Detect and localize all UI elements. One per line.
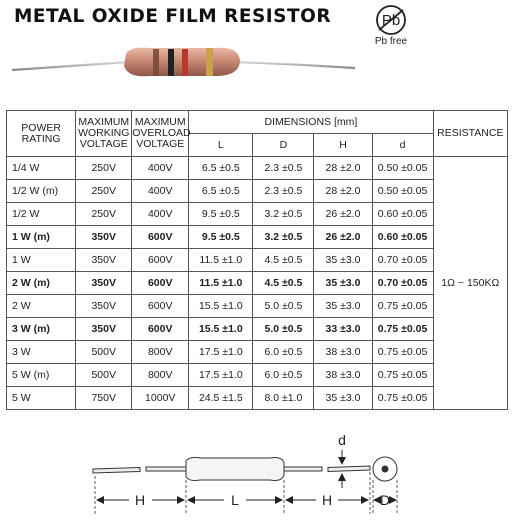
header-dimensions: DIMENSIONS [mm]	[189, 111, 433, 134]
dim-H-cell: 35 ±3.0	[314, 249, 372, 272]
table-row	[7, 341, 508, 364]
dim-H-cell: 38 ±3.0	[314, 364, 372, 387]
table-row	[7, 364, 508, 387]
dim-L-cell: 9.5 ±0.5	[189, 226, 253, 249]
dim-D-cell: 6.0 ±0.5	[253, 341, 314, 364]
label-d: d	[338, 432, 346, 448]
table-row	[7, 318, 508, 341]
working-voltage-cell: 350V	[76, 226, 132, 249]
dim-D-cell: 5.0 ±0.5	[253, 295, 314, 318]
power-rating-cell: 1 W (m)	[7, 226, 76, 249]
working-voltage-cell: 250V	[76, 157, 132, 180]
overload-voltage-cell: 400V	[132, 180, 189, 203]
dimension-drawing	[0, 430, 515, 527]
dim-H-cell: 28 ±2.0	[314, 157, 372, 180]
pb-symbol: Pb	[381, 12, 401, 29]
table-row	[7, 387, 508, 410]
dim-D-cell: 3.2 ±0.5	[253, 203, 314, 226]
dim-D-cell: 4.5 ±0.5	[253, 249, 314, 272]
overload-voltage-cell: 800V	[132, 364, 189, 387]
dim-L-cell: 11.5 ±1.0	[189, 249, 253, 272]
dim-D-cell: 2.3 ±0.5	[253, 157, 314, 180]
dim-H-cell: 35 ±3.0	[314, 295, 372, 318]
working-voltage-cell: 350V	[76, 295, 132, 318]
dim-d-cell: 0.70 ±0.05	[372, 249, 433, 272]
dim-d-cell: 0.75 ±0.05	[372, 341, 433, 364]
overload-voltage-cell: 600V	[132, 318, 189, 341]
dim-H-cell: 28 ±2.0	[314, 180, 372, 203]
header-resistance: RESISTANCE	[433, 111, 507, 157]
dim-L-cell: 6.5 ±0.5	[189, 157, 253, 180]
table-row	[7, 203, 508, 226]
dim-d-cell: 0.50 ±0.05	[372, 180, 433, 203]
header-power-rating-text: POWER RATING	[21, 121, 61, 145]
power-rating-cell: 1/4 W	[7, 157, 76, 180]
power-rating-cell: 1/2 W	[7, 203, 76, 226]
header-max-working-voltage-text: MAXIMUM WORKING VOLTAGE	[78, 116, 130, 150]
header-max-working-voltage	[76, 111, 132, 157]
header-power-rating	[7, 111, 76, 157]
table-row	[7, 226, 508, 249]
working-voltage-cell: 500V	[76, 341, 132, 364]
power-rating-cell: 2 W (m)	[7, 272, 76, 295]
working-voltage-cell: 350V	[76, 249, 132, 272]
dim-L-cell: 15.5 ±1.0	[189, 295, 253, 318]
header-max-overload-voltage	[132, 111, 189, 157]
label-H-left: H	[134, 492, 146, 508]
pb-free-caption: Pb free	[374, 36, 408, 47]
dim-L-cell: 24.5 ±1.5	[189, 387, 253, 410]
dim-H-cell: 26 ±2.0	[314, 203, 372, 226]
header-dim-H: H	[314, 134, 372, 157]
overload-voltage-cell: 400V	[132, 203, 189, 226]
power-rating-cell: 3 W	[7, 341, 76, 364]
page-title: METAL OXIDE FILM RESISTOR	[14, 6, 332, 27]
power-rating-cell: 5 W	[7, 387, 76, 410]
overload-voltage-cell: 600V	[132, 249, 189, 272]
specifications-table-body	[7, 157, 508, 410]
dim-H-cell: 33 ±3.0	[314, 318, 372, 341]
table-row	[7, 249, 508, 272]
overload-voltage-cell: 600V	[132, 272, 189, 295]
power-rating-cell: 1 W	[7, 249, 76, 272]
dim-D-cell: 4.5 ±0.5	[253, 272, 314, 295]
dim-H-cell: 26 ±2.0	[314, 226, 372, 249]
dim-d-cell: 0.70 ±0.05	[372, 272, 433, 295]
header-max-overload-voltage-text: MAXIMUM OVERLOAD VOLTAGE	[132, 116, 191, 150]
overload-voltage-cell: 600V	[132, 295, 189, 318]
power-rating-cell: 2 W	[7, 295, 76, 318]
working-voltage-cell: 250V	[76, 203, 132, 226]
working-voltage-cell: 350V	[76, 272, 132, 295]
dim-d-cell: 0.60 ±0.05	[372, 226, 433, 249]
header-dim-d: d	[372, 134, 433, 157]
dim-L-cell: 17.5 ±1.0	[189, 341, 253, 364]
header-dim-D: D	[253, 134, 314, 157]
dim-d-cell: 0.50 ±0.05	[372, 157, 433, 180]
power-rating-cell: 1/2 W (m)	[7, 180, 76, 203]
dim-L-cell: 15.5 ±1.0	[189, 318, 253, 341]
dim-D-cell: 8.0 ±1.0	[253, 387, 314, 410]
dim-D-cell: 2.3 ±0.5	[253, 180, 314, 203]
dim-D-cell: 6.0 ±0.5	[253, 364, 314, 387]
working-voltage-cell: 350V	[76, 318, 132, 341]
overload-voltage-cell: 400V	[132, 157, 189, 180]
dim-d-cell: 0.75 ±0.05	[372, 364, 433, 387]
resistor-photo	[10, 40, 360, 105]
dim-L-cell: 6.5 ±0.5	[189, 180, 253, 203]
table-row	[7, 157, 508, 180]
working-voltage-cell: 250V	[76, 180, 132, 203]
dim-H-cell: 35 ±3.0	[314, 387, 372, 410]
resistance-range-cell: 1Ω ~ 150KΩ	[433, 157, 507, 410]
table-row	[7, 272, 508, 295]
dim-L-cell: 9.5 ±0.5	[189, 203, 253, 226]
dim-d-cell: 0.60 ±0.05	[372, 203, 433, 226]
dim-d-cell: 0.75 ±0.05	[372, 387, 433, 410]
pb-free-logo	[366, 4, 416, 52]
overload-voltage-cell: 1000V	[132, 387, 189, 410]
label-L: L	[231, 492, 239, 508]
label-H-right: H	[321, 492, 333, 508]
power-rating-cell: 5 W (m)	[7, 364, 76, 387]
dim-D-cell: 5.0 ±0.5	[253, 318, 314, 341]
power-rating-cell: 3 W (m)	[7, 318, 76, 341]
working-voltage-cell: 750V	[76, 387, 132, 410]
table-row	[7, 180, 508, 203]
overload-voltage-cell: 800V	[132, 341, 189, 364]
dim-L-cell: 11.5 ±1.0	[189, 272, 253, 295]
dim-d-cell: 0.75 ±0.05	[372, 295, 433, 318]
label-D: D	[379, 492, 391, 508]
header-dim-L: L	[189, 134, 253, 157]
overload-voltage-cell: 600V	[132, 226, 189, 249]
dim-d-cell: 0.75 ±0.05	[372, 318, 433, 341]
dim-H-cell: 38 ±3.0	[314, 341, 372, 364]
dim-H-cell: 35 ±3.0	[314, 272, 372, 295]
dim-D-cell: 3.2 ±0.5	[253, 226, 314, 249]
dim-L-cell: 17.5 ±1.0	[189, 364, 253, 387]
table-row	[7, 295, 508, 318]
specifications-table	[6, 110, 508, 410]
working-voltage-cell: 500V	[76, 364, 132, 387]
